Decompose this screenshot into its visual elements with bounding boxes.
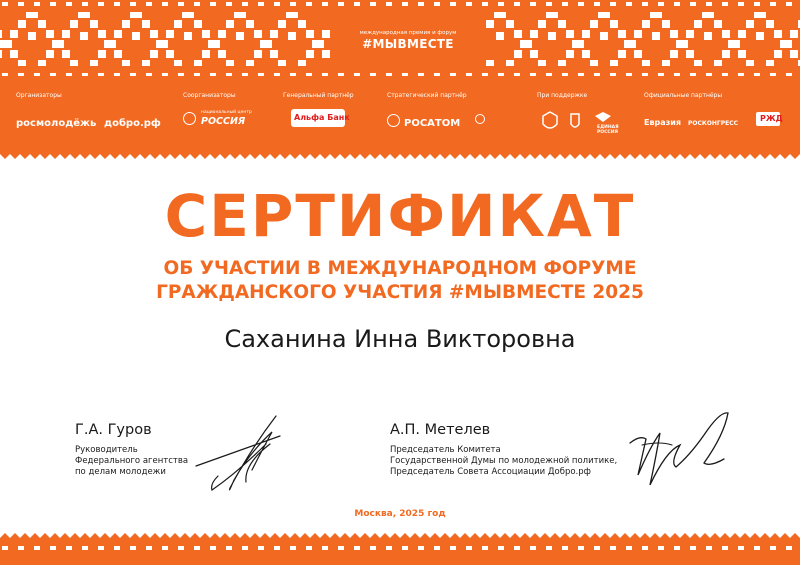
city-year: Москва, 2025 год xyxy=(354,509,446,519)
rzd-logo xyxy=(756,112,783,126)
dobro-logo: добро.рф xyxy=(104,118,161,129)
coorganizers-label: Соорганизаторы xyxy=(183,92,236,99)
russia-center-logo: РОССИЯ xyxy=(201,116,246,127)
right-signature xyxy=(620,405,740,495)
coorganizers-group xyxy=(183,92,273,127)
left-signer-role-line-3: по делам молодежи xyxy=(75,467,166,477)
rosatom-icon xyxy=(387,114,400,127)
organizers-group xyxy=(16,92,176,129)
alfa-bank-label: Альфа Банк xyxy=(294,113,350,122)
strategic-partner-group xyxy=(387,92,512,129)
right-signer-role-line-2: Государственной Думы по молодежной политике, xyxy=(390,456,618,466)
right-signer-role xyxy=(390,445,640,478)
left-signer-role-line-2: Федерального агентства xyxy=(75,456,189,466)
left-signer-name: Г.А. Гуров xyxy=(75,422,152,438)
right-signer-role-line-1: Председатель Комитета xyxy=(390,445,501,455)
general-partner-label: Генеральный партнёр xyxy=(283,92,354,99)
right-signer-name: А.П. Метелев xyxy=(390,422,491,438)
official-partners-label: Официальные партнёры xyxy=(644,92,723,99)
rosatom-logo: РОСАТОМ xyxy=(404,118,461,129)
support-group xyxy=(537,92,627,135)
forum-logo xyxy=(343,30,473,51)
alfa-bank-logo xyxy=(291,109,350,127)
right-signer-role-line-3: Председатель Совета Ассоциации Добро.рф xyxy=(390,467,591,477)
united-russia-caption: ЕДИНАЯ РОССИЯ xyxy=(597,125,619,135)
roscongress-logo: РОСКОНГРЕСС xyxy=(688,120,739,127)
subtitle-line-2: ГРАЖДАНСКОГО УЧАСТИЯ #МЫВМЕСТЕ 2025 xyxy=(156,282,644,303)
right-signer xyxy=(390,421,640,478)
partners-row xyxy=(0,92,800,142)
header-band xyxy=(0,0,800,152)
organizers-label: Организаторы xyxy=(16,92,62,99)
strategic-partner-label: Стратегический партнёр xyxy=(387,92,467,99)
bottom-ornament-border xyxy=(0,528,800,565)
forum-logo-tag: #МЫВМЕСТЕ xyxy=(362,37,454,51)
official-partners-group xyxy=(644,92,794,127)
subtitle-line-1: ОБ УЧАСТИИ В МЕЖДУНАРОДНОМ ФОРУМЕ xyxy=(163,258,637,279)
left-signer-role-line-1: Руководитель xyxy=(75,445,138,455)
certificate-subtitle xyxy=(100,257,700,305)
evrazia-logo: Евразия xyxy=(644,118,682,127)
forum-logo-caption: международная премия и форум xyxy=(359,30,457,36)
certificate-title: СЕРТИФИКАТ xyxy=(164,182,636,250)
support-label: При поддержке xyxy=(537,92,588,99)
top-zigzag-border xyxy=(0,150,800,162)
recipient-name: Саханина Инна Викторовна xyxy=(224,325,576,353)
russia-center-caption: национальный центр xyxy=(201,110,252,115)
partner-icon xyxy=(475,114,485,124)
rzd-label: РЖД xyxy=(760,114,783,123)
general-partner-group xyxy=(283,92,378,122)
emblem-icon xyxy=(183,112,196,125)
rosmolodezh-logo: росмолодёжь xyxy=(16,118,97,129)
left-signature xyxy=(190,410,300,500)
